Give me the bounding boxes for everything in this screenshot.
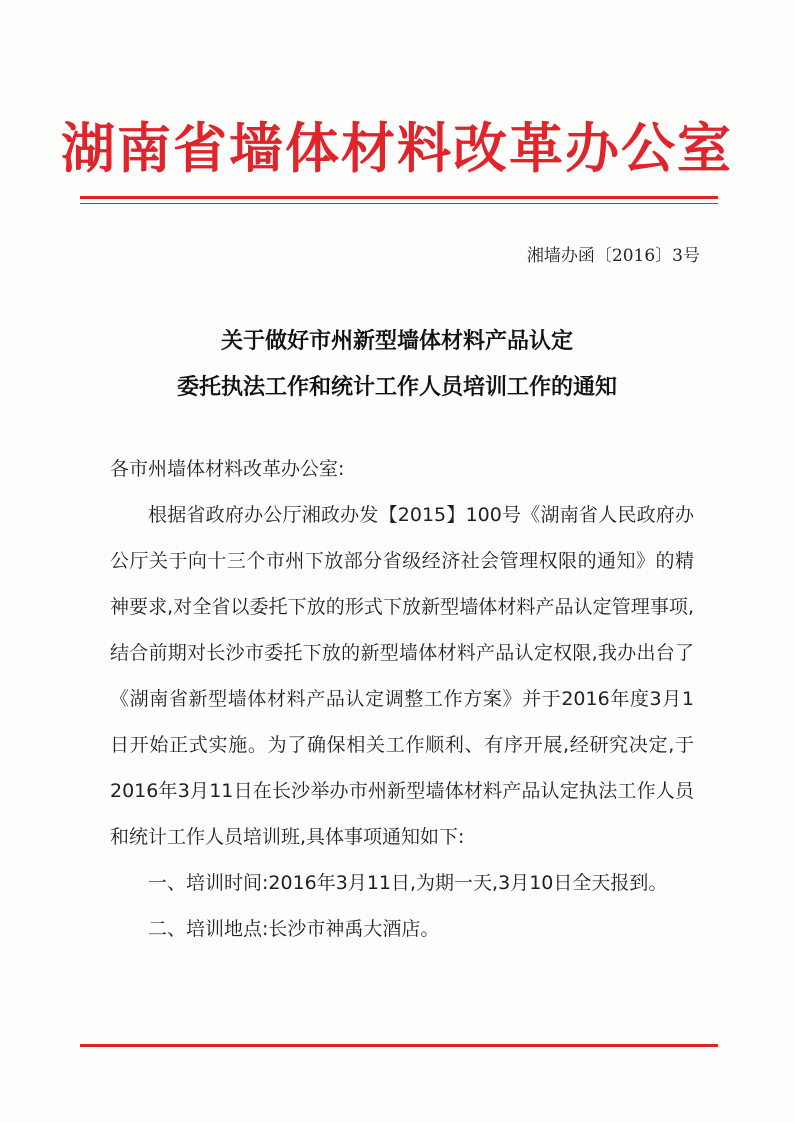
header-red-rule [80,196,718,199]
document-body [110,446,694,952]
body-paragraph-training-time: 一、培训时间:2016年3月11日,为期一天,3月10日全天报到。 [148,872,668,894]
body-paragraph-intro: 根据省政府办公厅湘政办发【2015】100号《湖南省人民政府办公厅关于向十三个市州下放部分省级经济社会管理权限的通知》的精神要求,对全省以委托下放的形式下放新型墙体材料产品认定管理事项,结合前期对长沙市委托下放的新型墙体材料产品认定权限,我办出台了《湖南省新型墙体材料产品认定调整工作方案》并于2016年度3月1日开始正式实施。为了确保相关工作顺利、有序开展,经研究决定,于2016年3月11日在长沙举办市州新型墙体材料产品认定执法工作人员和统计工作人员培训班,具体事项通知如下: [110,504,694,848]
salutation: 各市州墙体材料改革办公室: [110,458,345,480]
document-title [0,318,794,410]
title-line-1: 关于做好市州新型墙体材料产品认定 [220,328,573,354]
title-line-2: 委托执法工作和统计工作人员培训工作的通知 [176,374,617,400]
footer-red-rule [80,1044,718,1047]
body-paragraph-training-location: 二、培训地点:长沙市神禹大酒店。 [148,918,440,940]
issuing-authority-header: 湖南省墙体材料改革办公室 [61,117,733,180]
header-red-rule-thin [80,203,718,204]
document-number: 湘墙办函〔2016〕3号 [526,246,700,266]
